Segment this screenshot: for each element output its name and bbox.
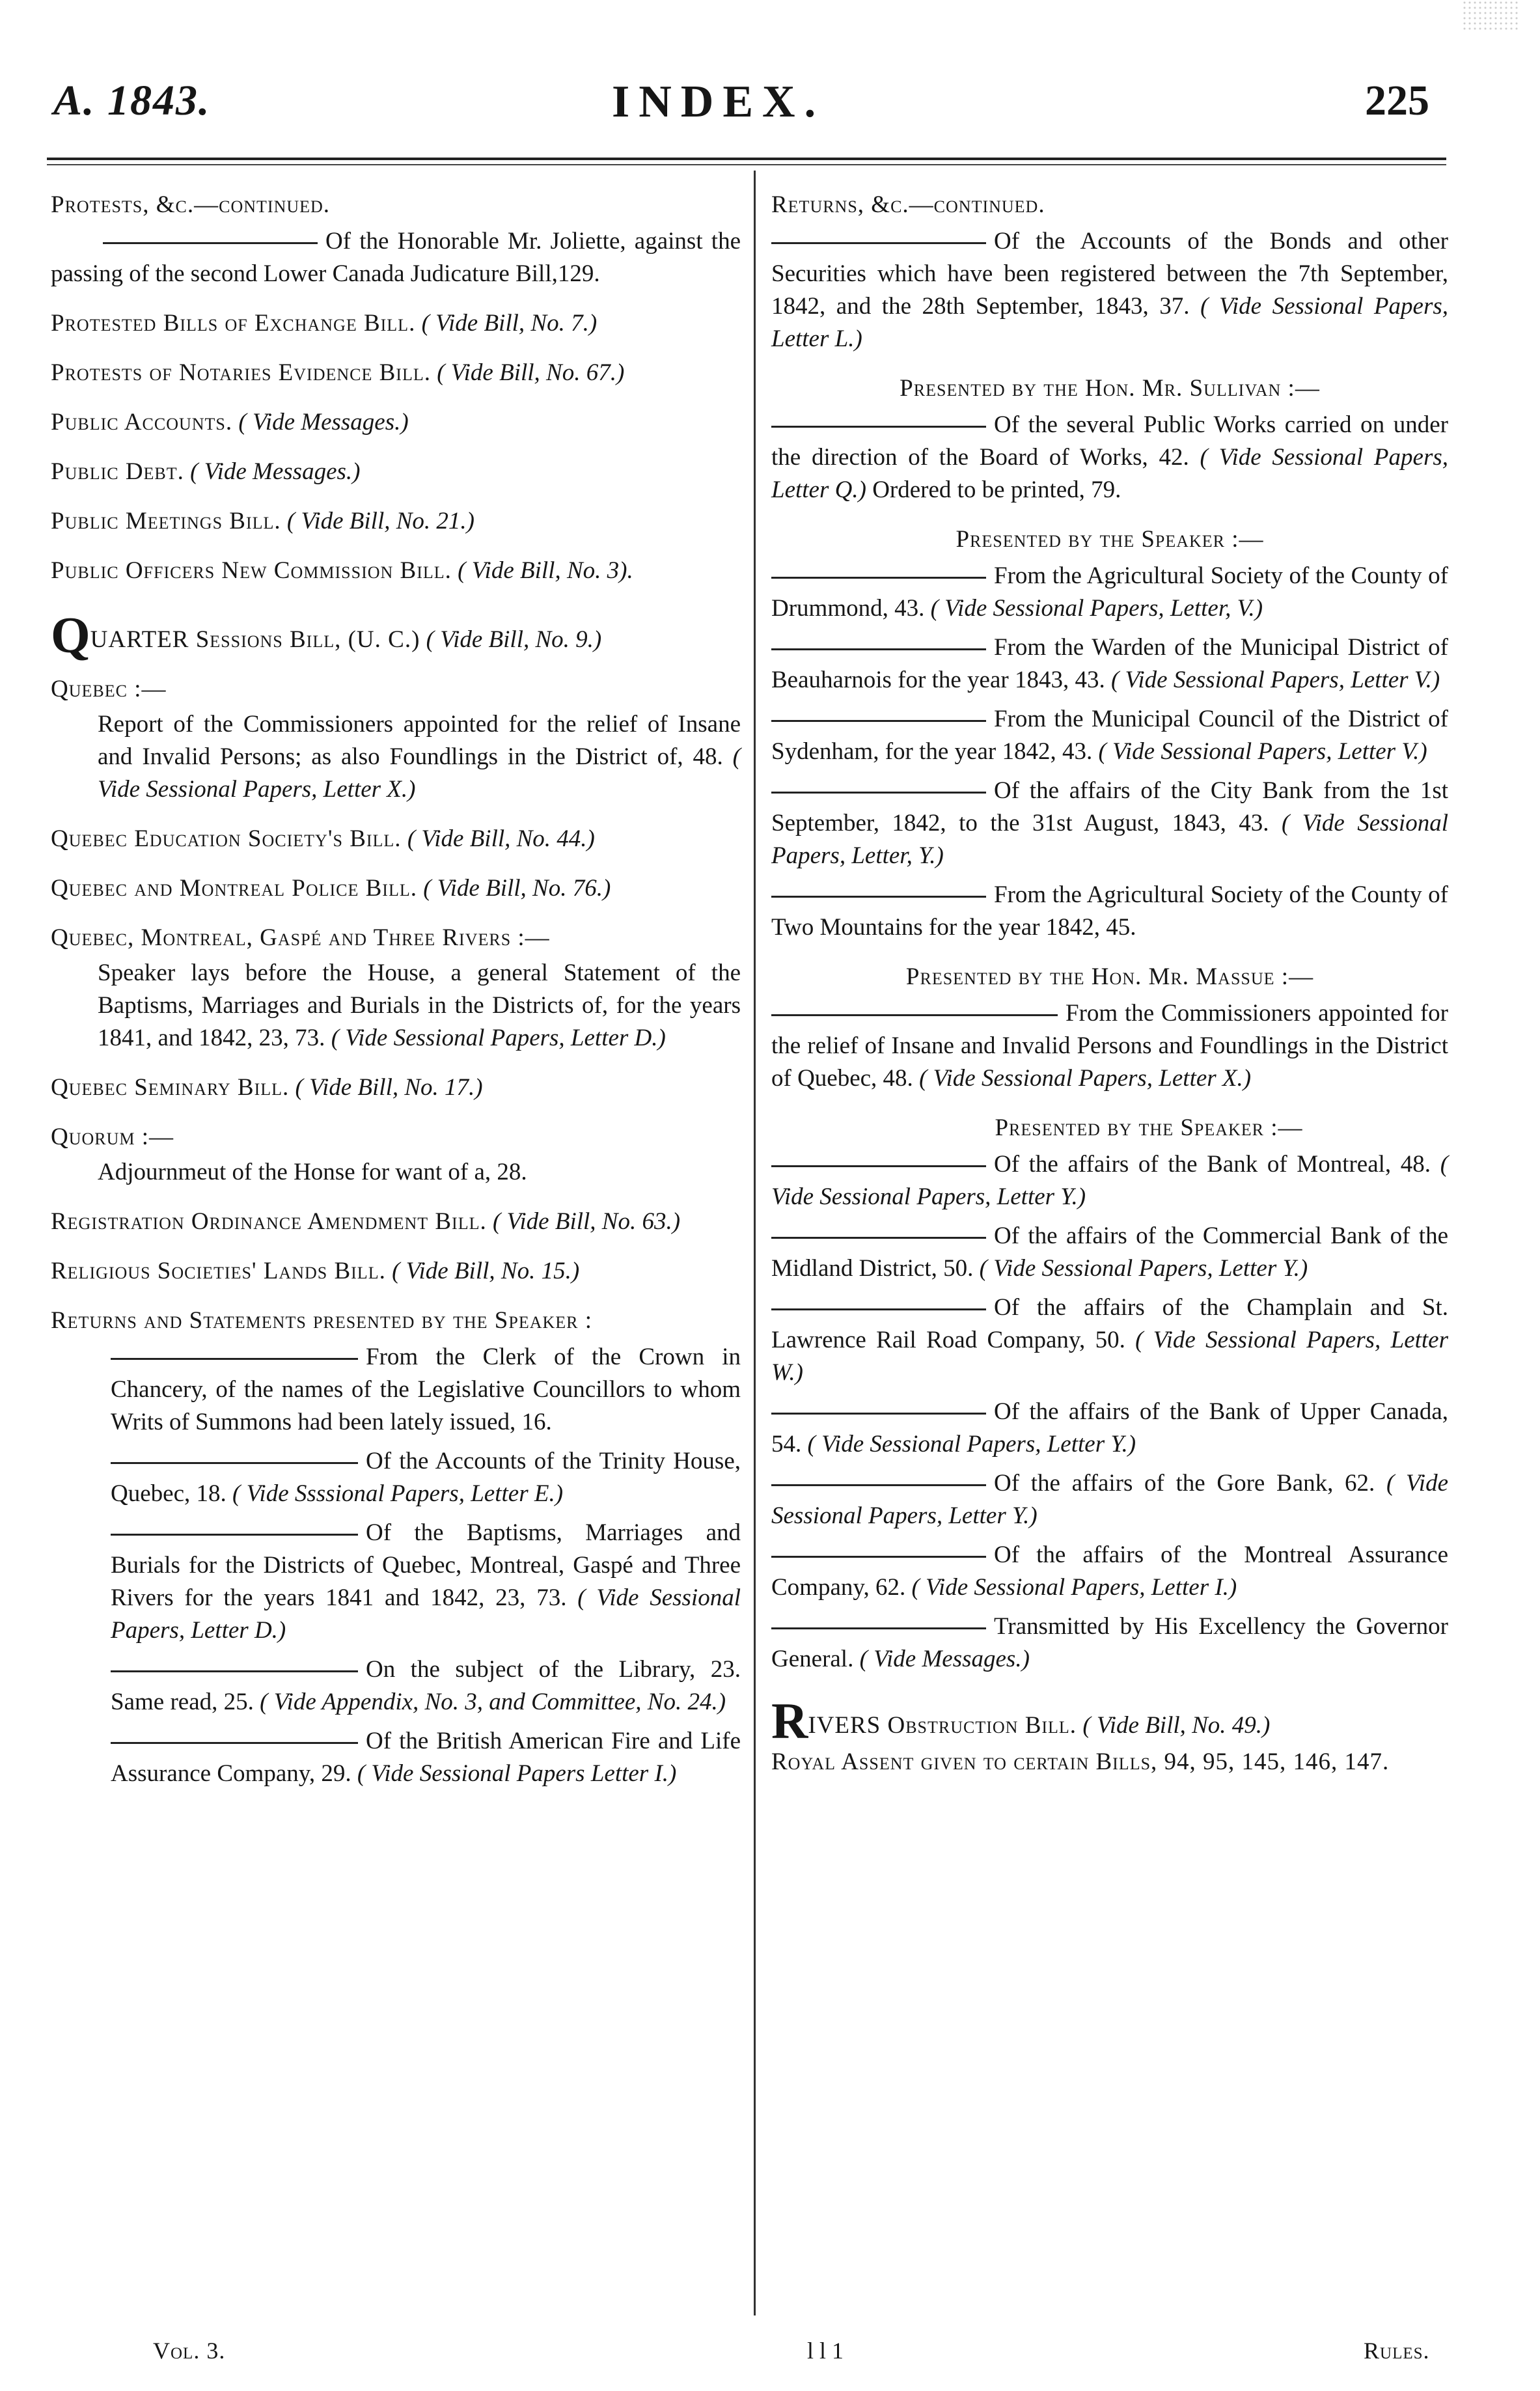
- index-entry: Religious Societies' Lands Bill. ( Vide Bill, No. 15.): [51, 1258, 580, 1284]
- index-subentry: From the Agricultural Society of the County of Two Mountains for the year 1842, 45.: [771, 881, 1448, 941]
- index-subentry: Report of the Commissioners appointed for the relief of Insane and Invalid Persons; as also Foundlings in the District of, 48. ( Vide Sessional Papers, Letter X.): [98, 711, 741, 803]
- index-subentry: Adjournmeut of the Honse for want of a, 28.: [98, 1159, 527, 1185]
- repeat-dash: [103, 242, 318, 244]
- repeat-dash: [771, 1014, 1058, 1016]
- repeat-dash: [111, 1670, 358, 1672]
- print-speckle: [1462, 0, 1520, 33]
- index-subentry: Speaker lays before the House, a general Statement of the Baptisms, Marriages and Burials in the Districts of, for the years 1841, and 1842, 23, 73. ( Vide Sessional Papers, Letter D.): [98, 960, 741, 1051]
- index-entry: Returns and Statements presented by the Speaker :: [51, 1307, 593, 1334]
- index-subentry: Of the affairs of the Bank of Montreal, 48. ( Vide Sessional Papers, Letter Y.): [771, 1151, 1449, 1210]
- header-year: A. 1843.: [53, 77, 211, 124]
- index-subentry: Of the British American Fire and Life Assurance Company, 29. ( Vide Sessional Papers Letter I.): [111, 1728, 741, 1787]
- repeat-dash: [771, 1165, 986, 1167]
- index-subentry: Of the affairs of the Montreal Assurance Company, 62. ( Vide Sessional Papers, Letter I.): [771, 1541, 1448, 1601]
- repeat-dash: [111, 1358, 358, 1360]
- index-entry: Quebec and Montreal Police Bill. ( Vide Bill, No. 76.): [51, 875, 611, 902]
- index-entry: Royal Assent given to certain Bills, 94, 95, 145, 146, 147.: [771, 1748, 1390, 1775]
- drop-cap: Q: [51, 607, 90, 663]
- index-heading: Returns, &c.—continued.: [771, 191, 1045, 218]
- index-subentry: On the subject of the Library, 23. Same read, 25. ( Vide Appendix, No. 3, and Committee, No. 24.): [111, 1656, 741, 1715]
- index-subentry: Of the affairs of the Champlain and St. Lawrence Rail Road Company, 50. ( Vide Sessional Papers, Letter W.): [771, 1294, 1448, 1386]
- index-subentry: Of the affairs of the City Bank from the 1st September, 1842, to the 31st August, 1843, 43. ( Vide Sessional Papers, Letter, Y.): [771, 777, 1448, 869]
- page-number: 225: [1365, 77, 1429, 124]
- repeat-dash: [771, 426, 986, 428]
- repeat-dash: [771, 792, 986, 794]
- header-rule: [47, 158, 1446, 160]
- repeat-dash: [771, 648, 986, 650]
- presenter-heading: Presented by the Hon. Mr. Massue :—: [905, 963, 1314, 990]
- repeat-dash: [771, 896, 986, 898]
- index-entry: Public Meetings Bill. ( Vide Bill, No. 21.): [51, 508, 474, 534]
- page-header: [0, 62, 1540, 133]
- repeat-dash: [771, 1237, 986, 1239]
- index-entry: Protests of Notaries Evidence Bill. ( Vide Bill, No. 67.): [51, 359, 625, 386]
- footer-signature: l l 1: [807, 2338, 844, 2364]
- repeat-dash: [771, 242, 986, 244]
- index-subentry: From the Commissioners appointed for the relief of Insane and Invalid Persons and Foundlings in the District of Quebec, 48. ( Vide Sessional Papers, Letter X.): [771, 1000, 1448, 1092]
- header-title: INDEX.: [612, 77, 825, 127]
- repeat-dash: [111, 1742, 358, 1744]
- presenter-heading: Presented by the Speaker :—: [995, 1114, 1303, 1141]
- index-entry: Quebec Education Society's Bill. ( Vide Bill, No. 44.): [51, 825, 595, 852]
- index-entry: Quorum :—: [51, 1124, 174, 1150]
- index-entry: Quebec :—: [51, 676, 167, 702]
- index-subentry: Of the Honorable Mr. Joliette, against the passing of the second Lower Canada Judicature Bill,129.: [51, 228, 741, 287]
- index-subentry: Of the Baptisms, Marriages and Burials for the Districts of Quebec, Montreal, Gaspé and Three Rivers for the years 1841 and 1842, 23, 73. ( Vide Sessional Papers, Letter D.): [111, 1519, 741, 1644]
- footer-catchword: Rules.: [1364, 2338, 1430, 2364]
- repeat-dash: [111, 1462, 358, 1464]
- index-entry-section-r: RIVERS Obstruction Bill. ( Vide Bill, No. 49.): [771, 1693, 1271, 1749]
- repeat-dash: [111, 1534, 358, 1536]
- index-entry: Public Accounts. ( Vide Messages.): [51, 409, 409, 435]
- presenter-heading: Presented by the Speaker :—: [956, 526, 1264, 553]
- left-column: [51, 189, 741, 1797]
- index-subentry: Of the several Public Works carried on under the direction of the Board of Works, 42. ( Vide Sessional Papers, Letter Q.) Ordered to be printed, 79.: [771, 411, 1448, 503]
- index-heading: Protests, &c.—continued.: [51, 191, 331, 218]
- index-entry: Public Officers New Commission Bill. ( Vide Bill, No. 3).: [51, 557, 633, 584]
- index-subentry: Of the Accounts of the Bonds and other Securities which have been registered between the 7th September, 1842, and the 28th September, 1843, 37. ( Vide Sessional Papers, Letter L.): [771, 228, 1448, 352]
- index-entry: Registration Ordinance Amendment Bill. ( Vide Bill, No. 63.): [51, 1208, 681, 1235]
- column-divider: [754, 171, 756, 2315]
- index-entry: Protested Bills of Exchange Bill. ( Vide Bill, No. 7.): [51, 310, 598, 337]
- index-subentry: From the Municipal Council of the District of Sydenham, for the year 1842, 43. ( Vide Sessional Papers, Letter V.): [771, 706, 1448, 765]
- drop-cap: R: [771, 1693, 808, 1749]
- index-subentry: From the Agricultural Society of the County of Drummond, 43. ( Vide Sessional Papers, Letter, V.): [771, 562, 1448, 622]
- footer-volume: Vol. 3.: [153, 2338, 226, 2364]
- index-subentry: Of the Accounts of the Trinity House, Quebec, 18. ( Vide Ssssional Papers, Letter E.): [111, 1448, 741, 1507]
- index-entry-section-q: QUARTER Sessions Bill, (U. C.) ( Vide Bill, No. 9.): [51, 607, 602, 663]
- repeat-dash: [771, 1484, 986, 1486]
- index-subentry: Of the affairs of the Gore Bank, 62. ( Vide Sessional Papers, Letter Y.): [771, 1470, 1448, 1529]
- repeat-dash: [771, 1308, 986, 1310]
- repeat-dash: [771, 1413, 986, 1415]
- index-subentry: Of the affairs of the Commercial Bank of the Midland District, 50. ( Vide Sessional Papers, Letter Y.): [771, 1223, 1448, 1282]
- index-subentry: Transmitted by His Excellency the Governor General. ( Vide Messages.): [771, 1613, 1448, 1672]
- repeat-dash: [771, 1556, 986, 1558]
- repeat-dash: [771, 1627, 986, 1629]
- index-subentry: Of the affairs of the Bank of Upper Canada, 54. ( Vide Sessional Papers, Letter Y.): [771, 1398, 1448, 1458]
- index-subentry: From the Warden of the Municipal District of Beauharnois for the year 1843, 43. ( Vide Sessional Papers, Letter V.): [771, 634, 1448, 693]
- presenter-heading: Presented by the Hon. Mr. Sullivan :—: [900, 375, 1320, 402]
- header-rule-thin: [47, 164, 1446, 165]
- repeat-dash: [771, 720, 986, 722]
- repeat-dash: [771, 577, 986, 579]
- index-entry: Quebec, Montreal, Gaspé and Three Rivers :—: [51, 924, 550, 951]
- index-entry: Public Debt. ( Vide Messages.): [51, 458, 361, 485]
- index-entry: Quebec Seminary Bill. ( Vide Bill, No. 17.): [51, 1074, 483, 1101]
- index-subentry: From the Clerk of the Crown in Chancery, of the names of the Legislative Councillors to whom Writs of Summons had been lately issued, 16.: [111, 1344, 741, 1435]
- right-column: [771, 189, 1448, 1795]
